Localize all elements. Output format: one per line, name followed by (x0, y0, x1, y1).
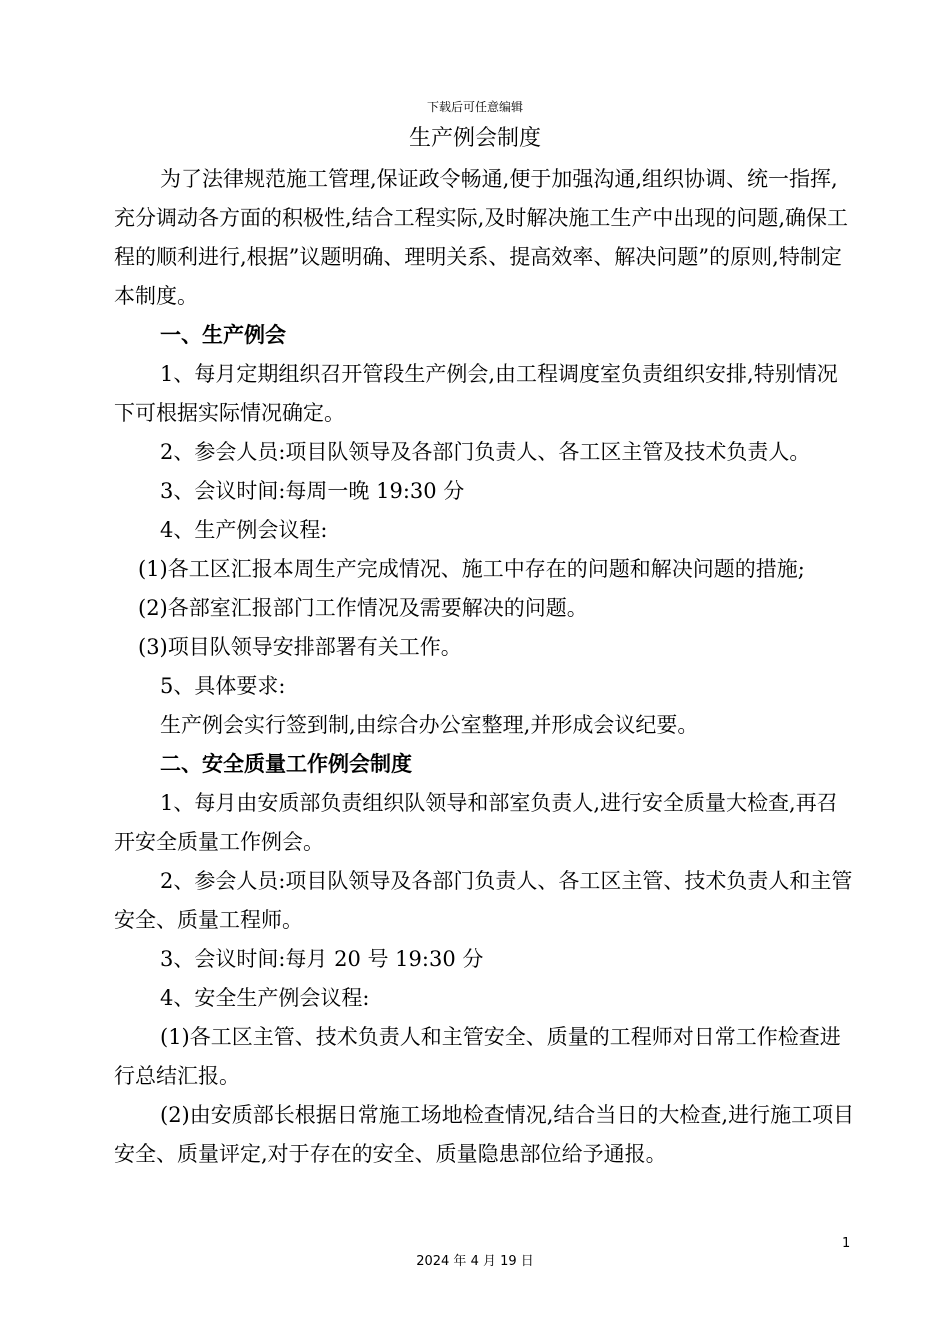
section-heading-1: 一、生产例会 (160, 323, 286, 347)
paragraph: 4、生产例会议程: (160, 518, 328, 542)
footer-date: 2024 年 4 月 19 日 (416, 1254, 534, 1269)
paragraph: (2)由安质部长根据日常施工场地检查情况,结合当日的大检查,进行施工项目安全、质量评定,对于存在的安全、质量隐患部位给予通报。 (114, 1103, 855, 1166)
header-note: 下载后可任意编辑 (426, 100, 523, 114)
paragraph: 3、会议时间:每月 20 号 19:30 分 (160, 947, 484, 971)
paragraph: 3、会议时间:每周一晚 19:30 分 (160, 479, 465, 503)
paragraph: 4、安全生产例会议程: (160, 986, 370, 1010)
paragraph: 1、每月定期组织召开管段生产例会,由工程调度室负责组织安排,特别情况下可根据实际情况确定。 (114, 362, 838, 425)
paragraph: (3)项目队领导安排部署有关工作。 (138, 635, 462, 659)
paragraph: (1)各工区主管、技术负责人和主管安全、质量的工程师对日常工作检查进行总结汇报。 (114, 1025, 841, 1088)
page-number: 1 (842, 1236, 851, 1251)
section-heading-2: 二、安全质量工作例会制度 (160, 752, 412, 776)
paragraph: 2、参会人员:项目队领导及各部门负责人、各工区主管及技术负责人。 (160, 440, 811, 464)
paragraph: 2、参会人员:项目队领导及各部门负责人、各工区主管、技术负责人和主管安全、质量工程师。 (114, 869, 853, 932)
paragraph: (1)各工区汇报本周生产完成情况、施工中存在的问题和解决问题的措施; (138, 557, 805, 581)
document-body (114, 160, 858, 1174)
paragraph: 1、每月由安质部负责组织队领导和部室负责人,进行安全质量大检查,再召开安全质量工作例会。 (114, 791, 838, 854)
paragraph: (2)各部室汇报部门工作情况及需要解决的问题。 (138, 596, 588, 620)
paragraph-intro: 为了法律规范施工管理,保证政令畅通,便于加强沟通,组织协调、统一指挥,充分调动各方面的积极性,结合工程实际,及时解决施工生产中出现的问题,确保工程的顺利进行,根据”议题明确、理明关系、提高效率、解决问题”的原则,特制定本制度。 (114, 167, 849, 308)
paragraph: 生产例会实行签到制,由综合办公室整理,并形成会议纪要。 (160, 713, 699, 737)
paragraph: 5、具体要求: (160, 674, 286, 698)
document-title: 生产例会制度 (408, 126, 541, 151)
